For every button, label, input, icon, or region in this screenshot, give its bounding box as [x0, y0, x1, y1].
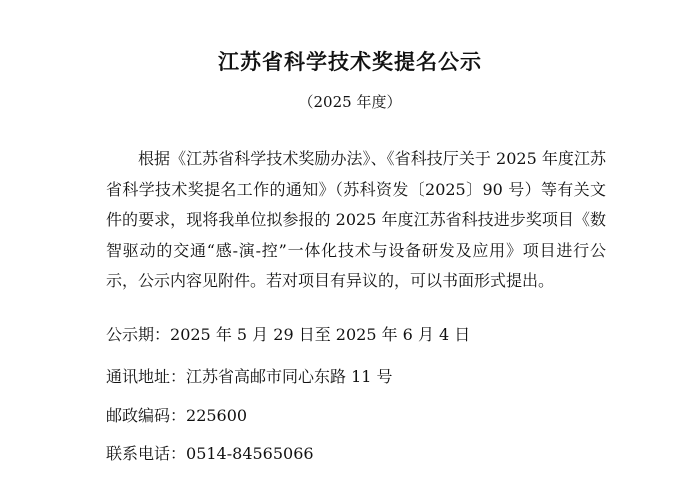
publicity-period-line — [106, 322, 470, 345]
postal-code-value: 225600 — [186, 406, 248, 425]
phone-label: 联系电话： — [106, 444, 187, 463]
publicity-period-value: 2025 年 5 月 29 日至 2025 年 6 月 4 日 — [170, 325, 471, 344]
phone-line — [106, 441, 314, 464]
mailing-address-label: 通讯地址： — [106, 367, 187, 386]
postal-code-label: 邮政编码： — [106, 406, 187, 425]
phone-value: 0514-84565066 — [186, 444, 314, 463]
postal-code-line — [106, 403, 247, 426]
mailing-address-value: 江苏省高邮市同心东路 11 号 — [186, 367, 393, 386]
mailing-address-line — [106, 364, 393, 387]
announcement-paragraph: 根据《江苏省科学技术奖励办法》、《省科技厅关于 2025 年度江苏省科学技术奖提名工作的通知》（苏科资发〔2025〕90 号）等有关文件的要求，现将我单位拟参报的 2025 年度江苏省科技进步奖项目《数智驱动的交通“感-演-控”一体化技术与设备研发及应用》项目进行公示，公示内容见附件。若对项目有异议的，可以书面形式提出。 — [106, 149, 606, 290]
publicity-period-label: 公示期： — [106, 325, 171, 344]
document-title: 江苏省科学技术奖提名公示 — [218, 50, 482, 74]
document-subtitle: （2025 年度） — [298, 93, 402, 111]
